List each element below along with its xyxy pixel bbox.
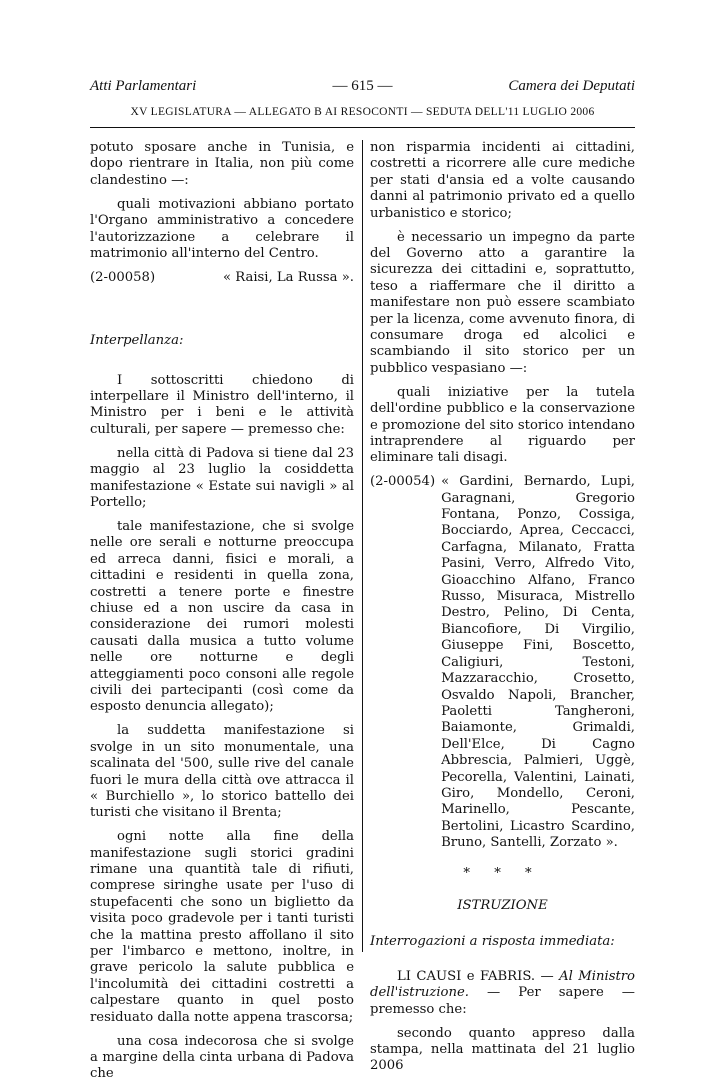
paragraph: una cosa indecorosa che si svolge a margine della cinta urbana di Padova che [90, 1033, 354, 1082]
paragraph: tale manifestazione, che si svolge nelle ore serali e notturne preoccupa ed arreca danni, fisici e morali, a cittadini e residenti in quella zona, costretti a tenere porte e finestre chiuse ed a non uscire da casa in considerazione dei rumori molesti causati dalla musica a tutto volume nelle ore notturne e degli atteggiamenti poco consoni alle regole civili dei partecipanti (così come da esposto denuncia allegato); [90, 518, 354, 715]
reference-signers: « Gardini, Bernardo, Lupi, Garagnani, Gregorio Fontana, Ponzo, Cossiga, Bocciardo, Aprea, Ceccacci, Carfagna, Milanato, Fratta Pasini, Verro, Alfredo Vito, Gioacchino Alfano, Franco Russo, Misuraca, Mistrello Destro, Pelino, Di Centa, Biancofiore, Di Virgilio, Giuseppe Fini, Boscetto, Caligiuri, Testoni, Mazzaracchio, Crosetto, Osvaldo Napoli, Brancher, Paoletti Tangheroni, Baiamonte, Grimaldi, Dell'Elce, Di Cagno Abbrescia, Palmieri, Uggè, Pecorella, Valentini, Lainati, Giro, Mondello, Ceroni, Marinello, Pescante, Bertolini, Licastro Scardino, Bruno, Santelli, Zorzato ». [441, 474, 635, 851]
header-right: Camera dei Deputati [508, 78, 635, 94]
reference-signers: « Raisi, La Russa ». [222, 269, 354, 285]
paragraph: quali iniziative per la tutela dell'ordine pubblico e la conservazione e promozione del sito storico intendano intraprendere al riguardo per eliminare tali disagi. [370, 384, 635, 466]
header-rule [90, 127, 635, 128]
signatories-block [370, 474, 635, 851]
paragraph: I sottoscritti chiedono di interpellare il Ministro dell'interno, il Ministro per i beni e le attività culturali, per sapere — premesso che: [90, 372, 354, 437]
paragraph: è necessario un impegno da parte del Governo atto a garantire la sicurezza dei cittadini e, soprattutto, teso a riaffermare che il diritto a manifestare non può essere scambiato per la licenza, come avvenuto finora, di consumare droga ed alcolici e scambiando il sito storico per un pubblico vespasiano —: [370, 229, 635, 376]
interpellanza-heading: Interpellanza: [90, 333, 184, 349]
running-header [90, 78, 635, 98]
paragraph: ogni notte alla fine della manifestazione sugli storici gradini rimane una quantità tale di rifiuti, comprese siringhe usate per l'uso di stupefacenti che sono un biglietto da visita poco gradevole per i tanti turisti che la mattina presto affollano il sito per l'imbarco e mettono, inoltre, in grave pericolo la salute pubblica e l'incolumità dei cittadini costretti a calpestare quanto in quel posto residuato dalla notte appena trascorsa; [90, 829, 354, 1025]
question-intro-rest: — Per sapere — premesso che: [370, 985, 635, 1017]
header-subtitle: XV LEGISLATURA — ALLEGATO B AI RESOCONTI — SEDUTA DELL'11 LUGLIO 2006 [130, 106, 595, 118]
section-separator: * * * [463, 865, 542, 881]
left-column [90, 140, 354, 1090]
column-divider [362, 140, 363, 952]
question-authors: LI CAUSI e FABRIS. [397, 968, 536, 984]
paragraph: non risparmia incidenti ai cittadini, costretti a ricorrere alle cure mediche per stati d'ansia ed a volte causando danni al patrimonio privato ed a quello urbanistico e storico; [370, 140, 635, 221]
reference-code: (2-00054) [370, 474, 436, 490]
paragraph: quali motivazioni abbiano portato l'Organo amministrativo a concedere l'autorizzazione a celebrare il matrimonio all'interno del Centro. [90, 196, 354, 261]
paragraph: secondo quanto appreso dalla stampa, nella mattinata del 21 luglio 2006 [370, 1025, 635, 1074]
dash: — [535, 968, 560, 984]
paragraph: la suddetta manifestazione si svolge in un sito monumentale, una scalinata del '500, sulle rive del canale fuori le mura della città ove attracca il « Burchiello », lo storico battello dei turisti che visitano il Brenta; [90, 723, 354, 821]
right-column [370, 140, 635, 1082]
paragraph: potuto sposare anche in Tunisia, e dopo rientrare in Italia, non più come clandestino —: [90, 140, 354, 188]
question-addressee: Al Ministro dell'istruzione. [370, 968, 636, 1001]
reference-line [90, 270, 354, 286]
header-left: Atti Parlamentari [90, 78, 197, 94]
subsection-heading: Interrogazioni a risposta immediata: [370, 934, 615, 950]
question-intro [370, 969, 635, 1018]
page-number: — 615 — [332, 78, 393, 94]
section-title: ISTRUZIONE [457, 897, 548, 913]
paragraph: nella città di Padova si tiene dal 23 maggio al 23 luglio la cosiddetta manifestazione « Estate sui navigli » al Portello; [90, 445, 354, 510]
reference-code: (2-00058) [90, 269, 156, 285]
